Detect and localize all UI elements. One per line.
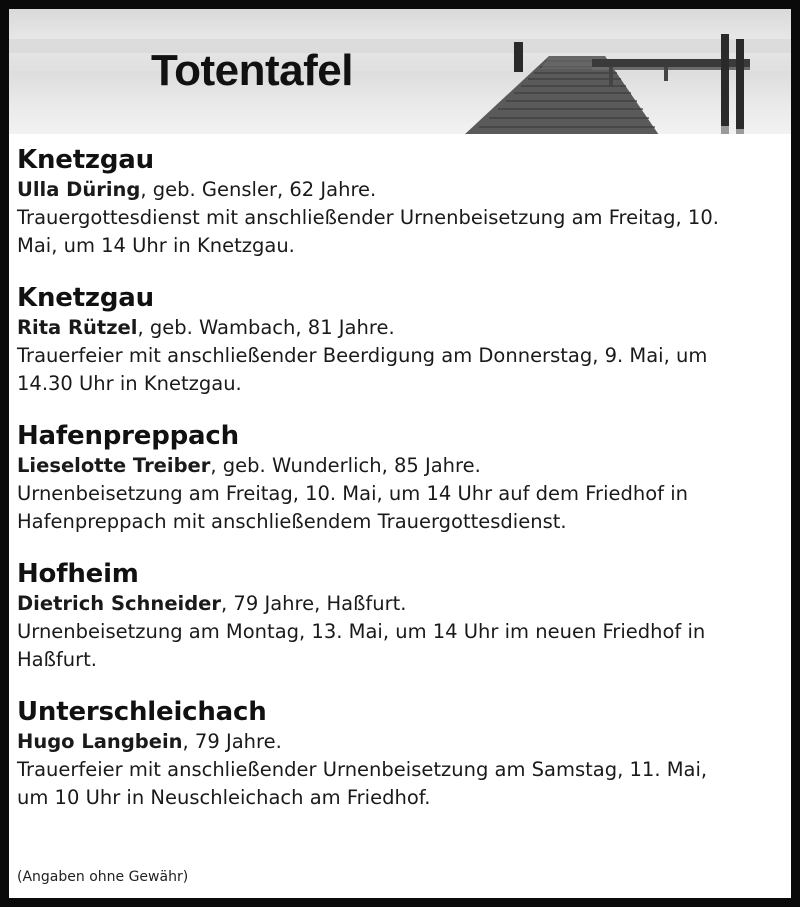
entry-name: Dietrich Schneider [17, 592, 222, 615]
entry-place: Hofheim [17, 559, 139, 589]
entry-details: , 79 Jahre. [182, 730, 282, 753]
entry-text-line: Trauerfeier mit anschließender Beerdigung am Donnerstag, 9. Mai, um [17, 344, 708, 367]
pier-image [9, 9, 791, 134]
entry-name: Lieselotte Treiber [17, 454, 211, 477]
entry-text-line: Trauerfeier mit anschließender Urnenbeisetzung am Samstag, 11. Mai, [17, 758, 708, 781]
entry-text-line: Mai, um 14 Uhr in Knetzgau. [17, 234, 295, 257]
entry-text-line: Urnenbeisetzung am Freitag, 10. Mai, um 14 Uhr auf dem Friedhof in [17, 482, 688, 505]
disclaimer: (Angaben ohne Gewähr) [17, 869, 189, 885]
entry-place: Knetzgau [17, 145, 154, 175]
entry-text-line: Urnenbeisetzung am Montag, 13. Mai, um 14 Uhr im neuen Friedhof in [17, 620, 706, 643]
obituary-list [17, 145, 777, 835]
entry-name: Hugo Langbein [17, 730, 183, 753]
entry-name: Ulla Düring [17, 178, 141, 201]
entry-text-line: Trauergottesdienst mit anschließender Urnenbeisetzung am Freitag, 10. [17, 206, 719, 229]
obituary-entry [17, 421, 777, 536]
entry-text-line: 14.30 Uhr in Knetzgau. [17, 372, 242, 395]
header-banner [9, 9, 791, 134]
entry-person [17, 176, 777, 204]
entry-person [17, 452, 777, 480]
obituary-entry [17, 559, 777, 674]
entry-person [17, 314, 777, 342]
entry-person [17, 728, 777, 756]
entry-details: , geb. Wambach, 81 Jahre. [137, 316, 395, 339]
entry-place: Unterschleichach [17, 697, 267, 727]
page-title: Totentafel [151, 46, 353, 95]
entry-place: Hafenpreppach [17, 421, 239, 451]
entry-text-line: Hafenpreppach mit anschließendem Trauergottesdienst. [17, 510, 567, 533]
entry-text-line: Haßfurt. [17, 648, 97, 671]
entry-details: , geb. Wunderlich, 85 Jahre. [210, 454, 481, 477]
entry-name: Rita Rützel [17, 316, 138, 339]
obituary-entry [17, 697, 777, 812]
entry-details: , geb. Gensler, 62 Jahre. [140, 178, 377, 201]
entry-person [17, 590, 777, 618]
obituary-entry [17, 283, 777, 398]
entry-details: , 79 Jahre, Haßfurt. [221, 592, 407, 615]
entry-place: Knetzgau [17, 283, 154, 313]
obituary-entry [17, 145, 777, 260]
entry-text-line: um 10 Uhr in Neuschleichach am Friedhof. [17, 786, 431, 809]
